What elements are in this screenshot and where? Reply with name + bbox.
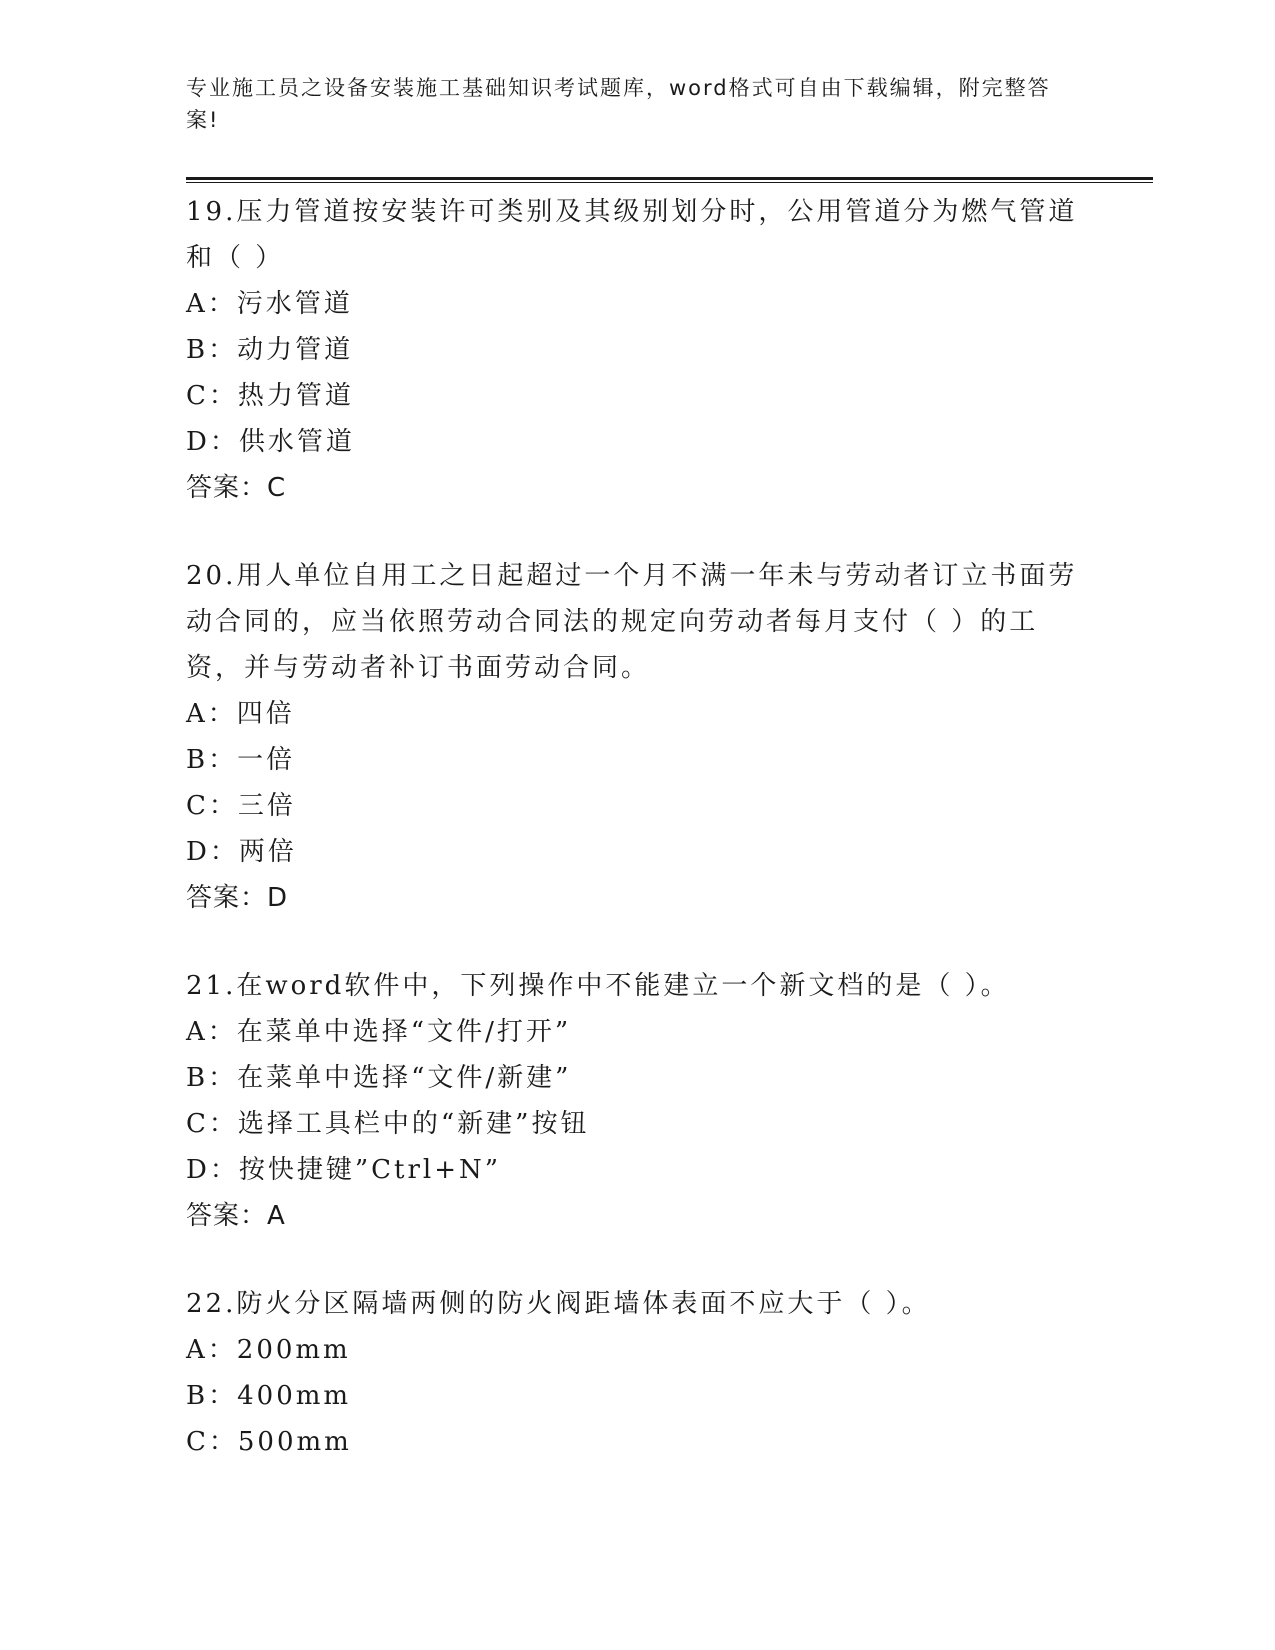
option-a: A：在菜单中选择“文件/打开” <box>186 1017 572 1047</box>
question-stem: 21.在word软件中，下列操作中不能建立一个新文档的是（ ）。 <box>186 971 1010 1001</box>
option-d: D：按快捷键”Ctrl+N” <box>186 1155 502 1185</box>
option-a: A：200mm <box>186 1335 351 1365</box>
option-b: B：400mm <box>186 1381 352 1411</box>
option-b: B：动力管道 <box>186 335 354 365</box>
header-divider-thin <box>186 182 1153 183</box>
answer: 答案：D <box>186 883 289 913</box>
option-c: C：选择工具栏中的“新建”按钮 <box>186 1109 590 1139</box>
question-21 <box>186 963 1086 1239</box>
option-b: B：在菜单中选择“文件/新建” <box>186 1063 572 1093</box>
option-c: C：三倍 <box>186 791 296 821</box>
option-c: C：热力管道 <box>186 381 354 411</box>
option-a: A：四倍 <box>186 699 295 729</box>
option-a: A：污水管道 <box>186 289 353 319</box>
answer: 答案：A <box>186 1201 286 1231</box>
question-20 <box>186 553 1086 921</box>
question-list <box>186 189 1086 1507</box>
question-22 <box>186 1281 1086 1465</box>
option-c: C：500mm <box>186 1427 352 1457</box>
header-divider <box>186 177 1153 180</box>
document-header: 专业施工员之设备安装施工基础知识考试题库，word格式可自由下载编辑，附完整答案! <box>186 76 1051 132</box>
question-stem: 20.用人单位自用工之日起超过一个月不满一年未与劳动者订立书面劳动合同的，应当依照劳动合同法的规定向劳动者每月支付（ ）的工资，并与劳动者补订书面劳动合同。 <box>186 561 1078 683</box>
option-d: D：两倍 <box>186 837 297 867</box>
question-stem: 19.压力管道按安装许可类别及其级别划分时，公用管道分为燃气管道和（ ） <box>186 197 1078 273</box>
question-19 <box>186 189 1086 511</box>
option-d: D：供水管道 <box>186 427 355 457</box>
answer: 答案：C <box>186 473 287 503</box>
option-b: B：一倍 <box>186 745 296 775</box>
question-stem: 22.防火分区隔墙两侧的防火阀距墙体表面不应大于（ ）。 <box>186 1289 931 1319</box>
